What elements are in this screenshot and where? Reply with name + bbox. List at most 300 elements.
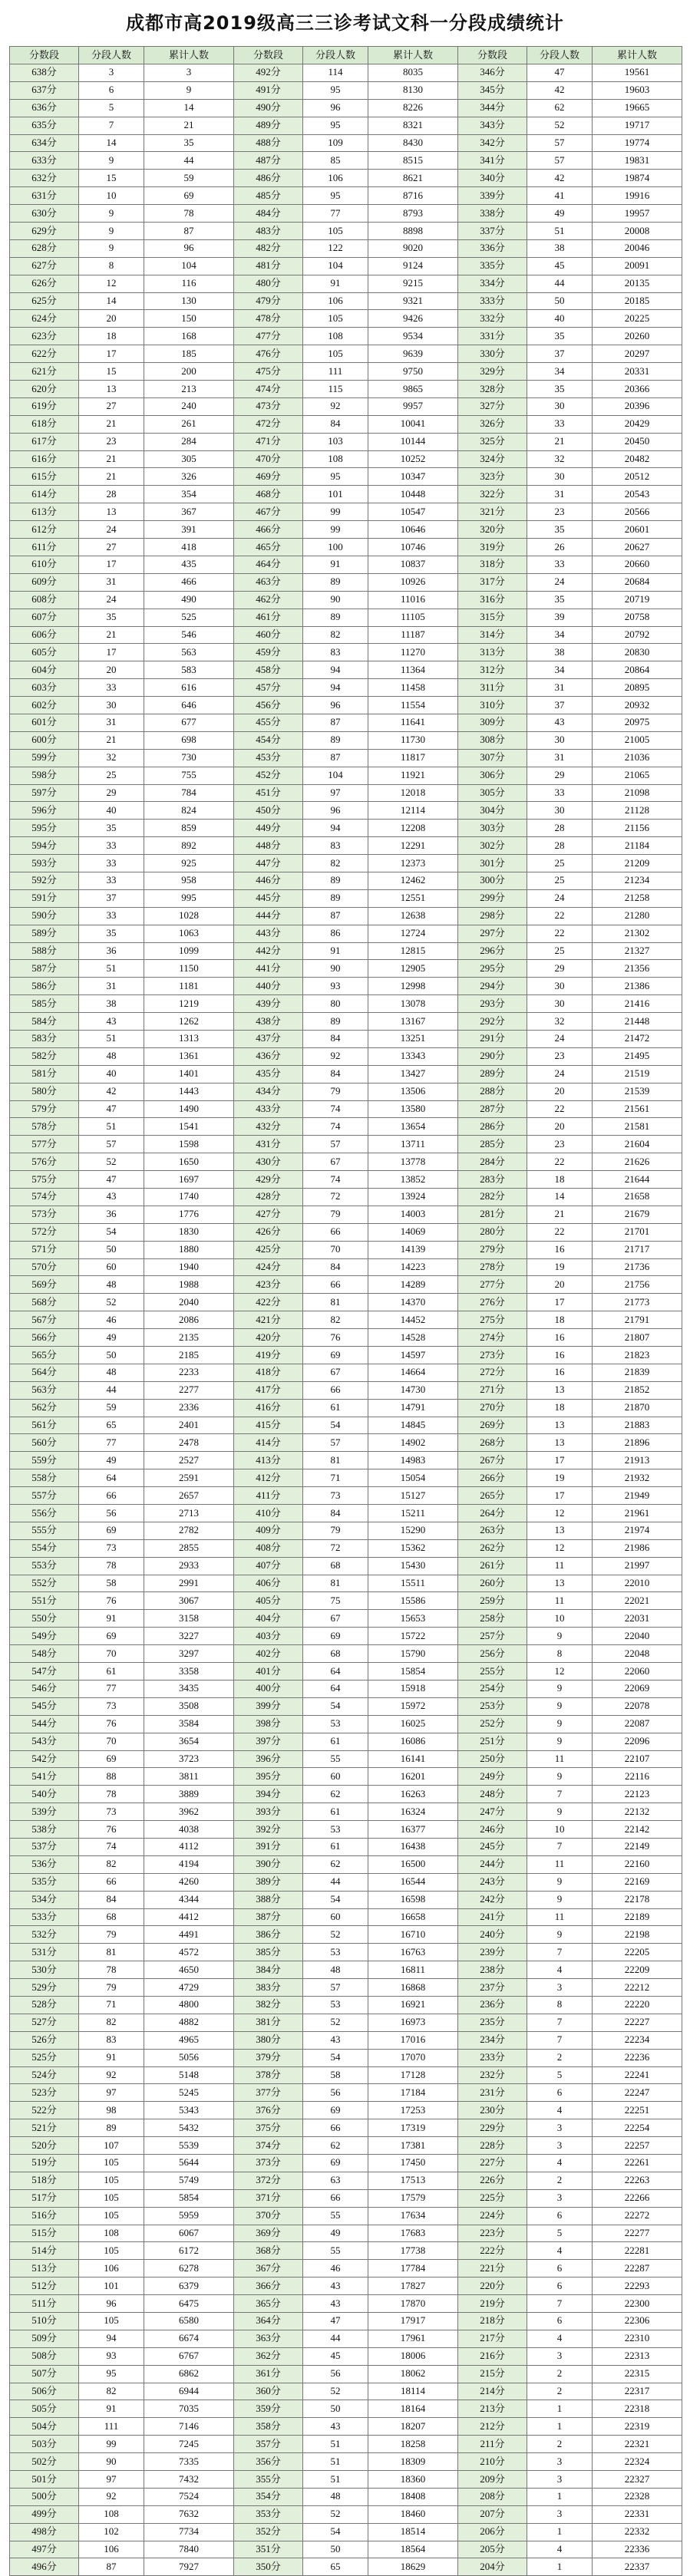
- cumulative-count-cell: 22160: [593, 1855, 682, 1873]
- cumulative-count-cell: 13427: [368, 1065, 458, 1083]
- score-segment-cell: 544分: [10, 1715, 79, 1733]
- segment-count-cell: 38: [527, 239, 593, 257]
- segment-count-cell: 106: [303, 170, 368, 187]
- score-segment-cell: 590分: [10, 907, 79, 925]
- cumulative-count-cell: 22178: [593, 1891, 682, 1908]
- segment-count-cell: 21: [527, 1206, 593, 1223]
- cumulative-count-cell: 10144: [368, 433, 458, 450]
- cumulative-count-cell: 16598: [368, 1891, 458, 1908]
- score-segment-cell: 324分: [458, 450, 527, 468]
- segment-count-cell: 33: [79, 679, 144, 697]
- table-row: [10, 1083, 682, 1100]
- table-row: [10, 1047, 682, 1065]
- segment-count-cell: 13: [79, 381, 144, 398]
- cumulative-count-cell: 9020: [368, 239, 458, 257]
- score-segment-cell: 325分: [458, 433, 527, 450]
- cumulative-count-cell: 20932: [593, 697, 682, 714]
- score-segment-cell: 413分: [234, 1452, 303, 1469]
- score-segment-cell: 262分: [458, 1539, 527, 1557]
- segment-count-cell: 10: [527, 1821, 593, 1839]
- table-row: [10, 714, 682, 731]
- segment-count-cell: 60: [79, 1258, 144, 1276]
- score-segment-cell: 501分: [10, 2471, 79, 2489]
- segment-count-cell: 5: [79, 99, 144, 117]
- cumulative-count-cell: 17738: [368, 2242, 458, 2260]
- score-segment-cell: 484分: [234, 205, 303, 223]
- cumulative-count-cell: 21448: [593, 1013, 682, 1031]
- score-segment-cell: 407分: [234, 1557, 303, 1575]
- cumulative-count-cell: 22116: [593, 1768, 682, 1786]
- segment-count-cell: 79: [303, 1206, 368, 1223]
- cumulative-count-cell: 22281: [593, 2242, 682, 2260]
- cumulative-count-cell: 1181: [144, 978, 234, 995]
- score-segment-cell: 329分: [458, 363, 527, 381]
- segment-count-cell: 18: [527, 1171, 593, 1189]
- segment-count-cell: 53: [303, 1996, 368, 2014]
- table-row: [10, 889, 682, 907]
- score-segment-cell: 248分: [458, 1786, 527, 1803]
- cumulative-count-cell: 261: [144, 415, 234, 433]
- table-row: [10, 2558, 682, 2576]
- score-segment-cell: 376分: [234, 2102, 303, 2119]
- score-segment-cell: 445分: [234, 889, 303, 907]
- cumulative-count-cell: 22300: [593, 2295, 682, 2313]
- score-segment-cell: 269分: [458, 1417, 527, 1434]
- segment-count-cell: 21: [79, 626, 144, 644]
- cumulative-count-cell: 240: [144, 397, 234, 415]
- segment-count-cell: 67: [303, 1153, 368, 1171]
- cumulative-count-cell: 10041: [368, 415, 458, 433]
- segment-count-cell: 87: [303, 714, 368, 731]
- cumulative-count-cell: 7927: [144, 2558, 234, 2576]
- score-segment-cell: 419分: [234, 1347, 303, 1364]
- cumulative-count-cell: 22331: [593, 2505, 682, 2523]
- cumulative-count-cell: 6067: [144, 2225, 234, 2242]
- score-segment-cell: 550分: [10, 1610, 79, 1628]
- score-segment-cell: 509分: [10, 2330, 79, 2347]
- score-segment-cell: 360分: [234, 2383, 303, 2400]
- cumulative-count-cell: 15918: [368, 1680, 458, 1697]
- table-row: [10, 1645, 682, 1663]
- score-segment-cell: 327分: [458, 397, 527, 415]
- segment-count-cell: 33: [79, 872, 144, 889]
- cumulative-count-cell: 2855: [144, 1539, 234, 1557]
- cumulative-count-cell: 18629: [368, 2558, 458, 2576]
- segment-count-cell: 53: [303, 1715, 368, 1733]
- score-segment-cell: 258分: [458, 1610, 527, 1628]
- score-segment-cell: 606分: [10, 626, 79, 644]
- score-segment-cell: 547分: [10, 1663, 79, 1681]
- segment-count-cell: 77: [303, 205, 368, 223]
- cumulative-count-cell: 21756: [593, 1276, 682, 1294]
- segment-count-cell: 84: [303, 1065, 368, 1083]
- score-segment-cell: 541分: [10, 1768, 79, 1786]
- segment-count-cell: 73: [79, 1697, 144, 1715]
- cumulative-count-cell: 14003: [368, 1206, 458, 1223]
- segment-count-cell: 45: [527, 257, 593, 275]
- score-segment-cell: 549分: [10, 1628, 79, 1645]
- header-cumulative-count: 累计人数: [368, 47, 458, 64]
- score-segment-cell: 534分: [10, 1891, 79, 1908]
- table-row: [10, 2347, 682, 2365]
- cumulative-count-cell: 14845: [368, 1417, 458, 1434]
- segment-count-cell: 93: [303, 978, 368, 995]
- score-segment-cell: 520分: [10, 2137, 79, 2155]
- score-segment-cell: 614分: [10, 486, 79, 503]
- table-row: [10, 2453, 682, 2471]
- score-segment-cell: 558分: [10, 1469, 79, 1487]
- cumulative-count-cell: 22227: [593, 2014, 682, 2031]
- table-row: [10, 1399, 682, 1417]
- cumulative-count-cell: 17128: [368, 2066, 458, 2084]
- segment-count-cell: 30: [527, 995, 593, 1013]
- segment-count-cell: 99: [303, 521, 368, 539]
- score-segment-cell: 460分: [234, 626, 303, 644]
- cumulative-count-cell: 22324: [593, 2453, 682, 2471]
- cumulative-count-cell: 3067: [144, 1592, 234, 1610]
- score-segment-cell: 312分: [458, 661, 527, 679]
- score-segment-cell: 222分: [458, 2242, 527, 2260]
- table-row: [10, 1663, 682, 1681]
- cumulative-count-cell: 21495: [593, 1047, 682, 1065]
- segment-count-cell: 2: [527, 2172, 593, 2189]
- segment-count-cell: 115: [303, 381, 368, 398]
- segment-count-cell: 90: [303, 960, 368, 978]
- score-segment-cell: 444分: [234, 907, 303, 925]
- score-segment-cell: 518分: [10, 2172, 79, 2189]
- segment-count-cell: 59: [79, 1399, 144, 1417]
- cumulative-count-cell: 14902: [368, 1434, 458, 1452]
- score-segment-cell: 443分: [234, 925, 303, 942]
- segment-count-cell: 35: [527, 521, 593, 539]
- cumulative-count-cell: 21823: [593, 1347, 682, 1364]
- cumulative-count-cell: 20135: [593, 275, 682, 292]
- cumulative-count-cell: 20482: [593, 450, 682, 468]
- cumulative-count-cell: 16438: [368, 1838, 458, 1855]
- score-segment-cell: 252分: [458, 1715, 527, 1733]
- score-segment-cell: 395分: [234, 1768, 303, 1786]
- segment-count-cell: 13: [79, 503, 144, 521]
- cumulative-count-cell: 20450: [593, 433, 682, 450]
- cumulative-count-cell: 7245: [144, 2436, 234, 2453]
- cumulative-count-cell: 21997: [593, 1557, 682, 1575]
- cumulative-count-cell: 13580: [368, 1100, 458, 1118]
- score-segment-cell: 417分: [234, 1381, 303, 1399]
- segment-count-cell: 60: [303, 1908, 368, 1926]
- segment-count-cell: 80: [303, 995, 368, 1013]
- cumulative-count-cell: 4038: [144, 1821, 234, 1839]
- cumulative-count-cell: 15430: [368, 1557, 458, 1575]
- cumulative-count-cell: 22310: [593, 2330, 682, 2347]
- cumulative-count-cell: 22328: [593, 2488, 682, 2505]
- segment-count-cell: 98: [79, 2102, 144, 2119]
- segment-count-cell: 13: [527, 1381, 593, 1399]
- score-segment-cell: 513分: [10, 2260, 79, 2278]
- cumulative-count-cell: 22336: [593, 2541, 682, 2558]
- segment-count-cell: 55: [303, 2242, 368, 2260]
- segment-count-cell: 7: [527, 2014, 593, 2031]
- cumulative-count-cell: 7734: [144, 2523, 234, 2541]
- score-segment-cell: 446分: [234, 872, 303, 889]
- segment-count-cell: 20: [79, 310, 144, 328]
- score-segment-cell: 302分: [458, 837, 527, 855]
- table-row: [10, 2278, 682, 2295]
- segment-count-cell: 36: [79, 1206, 144, 1223]
- score-segment-cell: 455分: [234, 714, 303, 731]
- segment-count-cell: 25: [79, 767, 144, 784]
- segment-count-cell: 109: [303, 134, 368, 152]
- segment-count-cell: 105: [79, 2189, 144, 2207]
- cumulative-count-cell: 13778: [368, 1153, 458, 1171]
- score-segment-cell: 554分: [10, 1539, 79, 1557]
- segment-count-cell: 4: [527, 2541, 593, 2558]
- cumulative-count-cell: 21184: [593, 837, 682, 855]
- cumulative-count-cell: 21883: [593, 1417, 682, 1434]
- segment-count-cell: 100: [303, 539, 368, 556]
- segment-count-cell: 99: [79, 2436, 144, 2453]
- table-row: [10, 1926, 682, 1944]
- cumulative-count-cell: 3723: [144, 1750, 234, 1768]
- score-segment-cell: 237分: [458, 1979, 527, 1997]
- cumulative-count-cell: 4729: [144, 1979, 234, 1997]
- table-row: [10, 1452, 682, 1469]
- segment-count-cell: 105: [303, 310, 368, 328]
- score-segment-cell: 450分: [234, 802, 303, 820]
- score-distribution-table: [9, 46, 682, 2576]
- cumulative-count-cell: 21932: [593, 1469, 682, 1487]
- cumulative-count-cell: 22142: [593, 1821, 682, 1839]
- segment-count-cell: 76: [79, 1715, 144, 1733]
- table-row: [10, 2154, 682, 2172]
- segment-count-cell: 31: [527, 486, 593, 503]
- cumulative-count-cell: 7335: [144, 2453, 234, 2471]
- segment-count-cell: 69: [303, 1628, 368, 1645]
- score-segment-cell: 337分: [458, 223, 527, 240]
- segment-count-cell: 12: [79, 275, 144, 292]
- score-segment-cell: 363分: [234, 2330, 303, 2347]
- cumulative-count-cell: 15211: [368, 1505, 458, 1522]
- cumulative-count-cell: 104: [144, 257, 234, 275]
- segment-count-cell: 9: [527, 1926, 593, 1944]
- cumulative-count-cell: 21561: [593, 1100, 682, 1118]
- score-segment-cell: 442分: [234, 942, 303, 960]
- segment-count-cell: 17: [79, 644, 144, 661]
- cumulative-count-cell: 7840: [144, 2541, 234, 2558]
- score-segment-cell: 240分: [458, 1926, 527, 1944]
- cumulative-count-cell: 20429: [593, 415, 682, 433]
- score-segment-cell: 555分: [10, 1522, 79, 1539]
- cumulative-count-cell: 284: [144, 433, 234, 450]
- score-segment-cell: 597分: [10, 784, 79, 802]
- score-segment-cell: 204分: [458, 2558, 527, 2576]
- score-segment-cell: 284分: [458, 1153, 527, 1171]
- cumulative-count-cell: 6475: [144, 2295, 234, 2313]
- cumulative-count-cell: 20396: [593, 397, 682, 415]
- score-segment-cell: 274分: [458, 1329, 527, 1347]
- segment-count-cell: 50: [527, 292, 593, 310]
- score-segment-cell: 420分: [234, 1329, 303, 1347]
- segment-count-cell: 7: [527, 2031, 593, 2049]
- cumulative-count-cell: 14: [144, 99, 234, 117]
- segment-count-cell: 76: [303, 1329, 368, 1347]
- table-row: [10, 697, 682, 714]
- segment-count-cell: 47: [303, 2313, 368, 2330]
- score-segment-cell: 404分: [234, 1610, 303, 1628]
- score-segment-cell: 617分: [10, 433, 79, 450]
- score-segment-cell: 411分: [234, 1487, 303, 1505]
- score-segment-cell: 260分: [458, 1575, 527, 1592]
- segment-count-cell: 21: [79, 415, 144, 433]
- score-segment-cell: 206分: [458, 2523, 527, 2541]
- segment-count-cell: 50: [79, 1241, 144, 1258]
- cumulative-count-cell: 2991: [144, 1575, 234, 1592]
- cumulative-count-cell: 116: [144, 275, 234, 292]
- segment-count-cell: 48: [79, 1047, 144, 1065]
- score-segment-cell: 293分: [458, 995, 527, 1013]
- cumulative-count-cell: 5749: [144, 2172, 234, 2189]
- score-segment-cell: 630分: [10, 205, 79, 223]
- cumulative-count-cell: 2135: [144, 1329, 234, 1347]
- segment-count-cell: 91: [303, 942, 368, 960]
- score-segment-cell: 422分: [234, 1294, 303, 1311]
- segment-count-cell: 105: [79, 2242, 144, 2260]
- cumulative-count-cell: 2782: [144, 1522, 234, 1539]
- cumulative-count-cell: 12208: [368, 820, 458, 837]
- segment-count-cell: 4: [527, 2242, 593, 2260]
- segment-count-cell: 106: [79, 2260, 144, 2278]
- segment-count-cell: 23: [527, 1047, 593, 1065]
- cumulative-count-cell: 21065: [593, 767, 682, 784]
- segment-count-cell: 35: [527, 591, 593, 609]
- segment-count-cell: 57: [527, 152, 593, 170]
- segment-count-cell: 62: [303, 1786, 368, 1803]
- segment-count-cell: 103: [303, 433, 368, 450]
- score-segment-cell: 553分: [10, 1557, 79, 1575]
- score-segment-cell: 224分: [458, 2207, 527, 2225]
- cumulative-count-cell: 21870: [593, 1399, 682, 1417]
- segment-count-cell: 33: [527, 784, 593, 802]
- score-segment-cell: 381分: [234, 2014, 303, 2031]
- score-segment-cell: 396分: [234, 1750, 303, 1768]
- table-row: [10, 521, 682, 539]
- segment-count-cell: 13: [527, 1417, 593, 1434]
- cumulative-count-cell: 20260: [593, 328, 682, 345]
- table-row: [10, 556, 682, 573]
- cumulative-count-cell: 784: [144, 784, 234, 802]
- score-segment-cell: 611分: [10, 539, 79, 556]
- segment-count-cell: 14: [527, 1189, 593, 1206]
- segment-count-cell: 34: [527, 661, 593, 679]
- segment-count-cell: 75: [303, 1592, 368, 1610]
- score-segment-cell: 471分: [234, 433, 303, 450]
- segment-count-cell: 7: [527, 1838, 593, 1855]
- score-segment-cell: 601分: [10, 714, 79, 731]
- table-row: [10, 2418, 682, 2436]
- cumulative-count-cell: 2713: [144, 1505, 234, 1522]
- score-segment-cell: 572分: [10, 1223, 79, 1241]
- segment-count-cell: 46: [303, 2260, 368, 2278]
- score-segment-cell: 427分: [234, 1206, 303, 1223]
- score-segment-cell: 608分: [10, 591, 79, 609]
- segment-count-cell: 64: [303, 1663, 368, 1681]
- cumulative-count-cell: 21234: [593, 872, 682, 889]
- cumulative-count-cell: 3: [144, 64, 234, 82]
- cumulative-count-cell: 130: [144, 292, 234, 310]
- score-segment-cell: 576分: [10, 1153, 79, 1171]
- segment-count-cell: 65: [303, 2558, 368, 2576]
- cumulative-count-cell: 22287: [593, 2260, 682, 2278]
- score-segment-cell: 638分: [10, 64, 79, 82]
- cumulative-count-cell: 17381: [368, 2137, 458, 2155]
- cumulative-count-cell: 3508: [144, 1697, 234, 1715]
- score-segment-cell: 512分: [10, 2278, 79, 2295]
- cumulative-count-cell: 12724: [368, 925, 458, 942]
- segment-count-cell: 52: [527, 117, 593, 134]
- score-segment-cell: 607分: [10, 609, 79, 626]
- score-segment-cell: 543分: [10, 1733, 79, 1750]
- segment-count-cell: 24: [527, 1065, 593, 1083]
- segment-count-cell: 31: [79, 978, 144, 995]
- segment-count-cell: 43: [303, 2295, 368, 2313]
- score-segment-cell: 637分: [10, 81, 79, 99]
- segment-count-cell: 89: [79, 2119, 144, 2137]
- cumulative-count-cell: 20543: [593, 486, 682, 503]
- cumulative-count-cell: 14528: [368, 1329, 458, 1347]
- table-row: [10, 2436, 682, 2453]
- score-segment-cell: 573分: [10, 1206, 79, 1223]
- cumulative-count-cell: 13078: [368, 995, 458, 1013]
- cumulative-count-cell: 22327: [593, 2471, 682, 2489]
- segment-count-cell: 95: [303, 117, 368, 134]
- cumulative-count-cell: 824: [144, 802, 234, 820]
- segment-count-cell: 95: [303, 187, 368, 205]
- segment-count-cell: 84: [303, 1030, 368, 1047]
- segment-count-cell: 63: [303, 2172, 368, 2189]
- score-segment-cell: 405分: [234, 1592, 303, 1610]
- score-segment-cell: 261分: [458, 1557, 527, 1575]
- score-segment-cell: 305分: [458, 784, 527, 802]
- score-segment-cell: 359分: [234, 2400, 303, 2418]
- table-row: [10, 1944, 682, 1961]
- segment-count-cell: 101: [79, 2278, 144, 2295]
- segment-count-cell: 17: [79, 556, 144, 573]
- header-segment-count: 分段人数: [303, 47, 368, 64]
- cumulative-count-cell: 11641: [368, 714, 458, 731]
- score-segment-cell: 295分: [458, 960, 527, 978]
- score-segment-cell: 453分: [234, 749, 303, 767]
- score-segment-cell: 339分: [458, 187, 527, 205]
- score-segment-cell: 522分: [10, 2102, 79, 2119]
- segment-count-cell: 35: [79, 609, 144, 626]
- segment-count-cell: 105: [303, 223, 368, 240]
- score-segment-cell: 603分: [10, 679, 79, 697]
- table-row: [10, 539, 682, 556]
- segment-count-cell: 10: [527, 1610, 593, 1628]
- score-segment-cell: 266分: [458, 1469, 527, 1487]
- segment-count-cell: 108: [79, 2505, 144, 2523]
- cumulative-count-cell: 21156: [593, 820, 682, 837]
- score-segment-cell: 515分: [10, 2225, 79, 2242]
- segment-count-cell: 4: [527, 1961, 593, 1979]
- score-segment-cell: 259分: [458, 1592, 527, 1610]
- cumulative-count-cell: 78: [144, 205, 234, 223]
- score-segment-cell: 530分: [10, 1961, 79, 1979]
- score-segment-cell: 596分: [10, 802, 79, 820]
- score-segment-cell: 208分: [458, 2488, 527, 2505]
- table-row: [10, 942, 682, 960]
- segment-count-cell: 23: [527, 1136, 593, 1153]
- segment-count-cell: 69: [303, 2154, 368, 2172]
